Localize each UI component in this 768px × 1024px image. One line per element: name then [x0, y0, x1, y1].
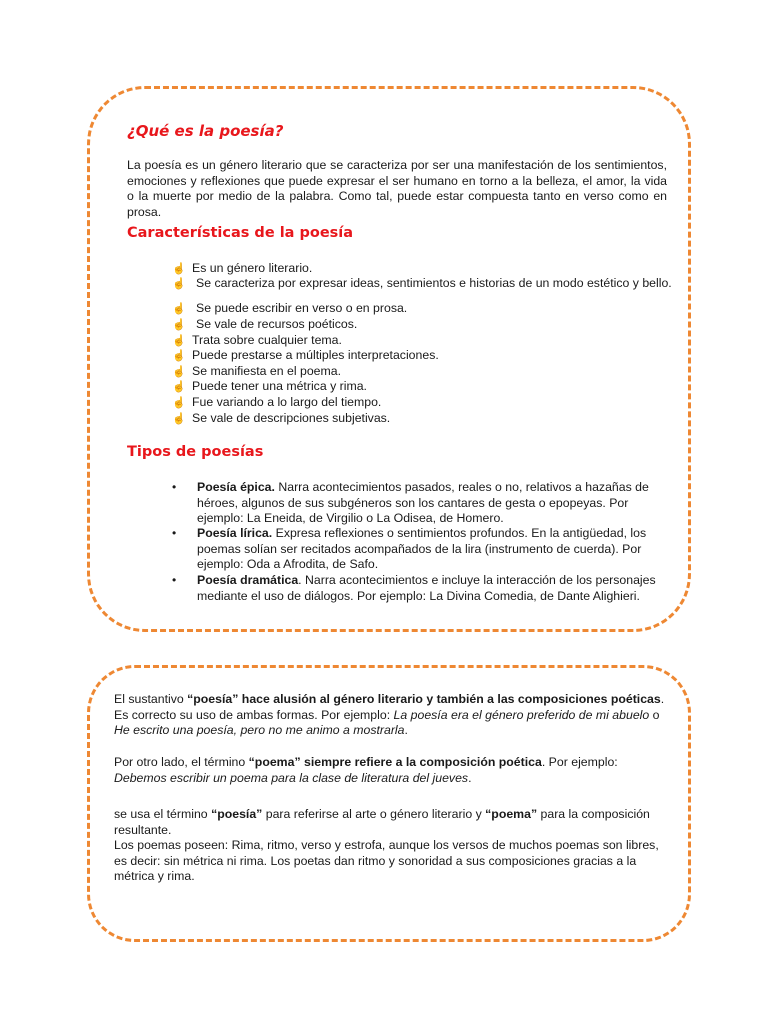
paragraph-poema-usage: Por otro lado, el término “poema” siempre refiere a la composición poética. Por ejemplo: Debemos escribir un poema para la clase de literatura del jueves. — [114, 755, 618, 785]
hand-pointing-icon: ☝ — [172, 366, 186, 378]
list-item: Poesía épica. Narra acontecimientos pasados, reales o no, relativos a hazañas de héroes, algunos de sus subgéneros son los cantares de gesta o epopeyas. Por ejemplo: La Eneida, de Virgilio o La Odisea, de Homero. — [197, 480, 649, 525]
hand-pointing-icon: ☝ — [172, 350, 186, 362]
list-item: ☝ Es un género literario. — [172, 261, 312, 278]
list-item: Poesía dramática. Narra acontecimientos e incluye la interacción de los personajes mediante el uso de diálogos. Por ejemplo: La Divina Comedia, de Dante Alighieri. — [197, 573, 656, 603]
heading-que-es-poesia: ¿Qué es la poesía? — [127, 122, 284, 140]
list-item: ☝ Se puede escribir en verso o en prosa. — [172, 301, 407, 318]
paragraph-terms-summary: se usa el término “poesía” para referirse al arte o género literario y “poema” para la composición resultante. — [114, 807, 650, 837]
bullet-dot: • — [172, 526, 177, 540]
hand-pointing-icon: ☝ — [172, 413, 186, 425]
list-item: Poesía lírica. Expresa reflexiones o sentimientos profundos. En la antigüedad, los poemas solían ser recitados acompañados de la lira (instrumento de cuerda). Por ejemplo: Oda a Afrodita, de Safo. — [197, 526, 647, 571]
list-item: ☝ Se manifiesta en el poema. — [172, 364, 341, 381]
list-item: ☝ Se vale de recursos poéticos. — [172, 317, 357, 334]
hand-pointing-icon: ☝ — [172, 381, 186, 393]
paragraph-poem-elements: Los poemas poseen: Rima, ritmo, verso y estrofa, aunque los versos de muchos poemas son libres, es decir: sin métrica ni rima. Los poetas dan ritmo y sonoridad a sus composiciones gracias a la métrica y rima. — [114, 838, 659, 883]
list-item: ☝ Se caracteriza por expresar ideas, sentimientos e historias de un modo estético y bello. — [172, 276, 672, 293]
list-item: ☝ Fue variando a lo largo del tiempo. — [172, 395, 381, 412]
list-item: ☝ Puede prestarse a múltiples interpretaciones. — [172, 348, 439, 365]
bullet-dot: • — [172, 480, 177, 494]
heading-caracteristicas: Características de la poesía — [127, 225, 354, 241]
hand-pointing-icon: ☝ — [172, 303, 186, 315]
list-item: ☝ Se vale de descripciones subjetivas. — [172, 411, 390, 428]
hand-pointing-icon: ☝ — [172, 397, 186, 409]
hand-pointing-icon: ☝ — [172, 335, 186, 347]
hand-pointing-icon: ☝ — [172, 278, 186, 290]
list-item: ☝ Puede tener una métrica y rima. — [172, 379, 367, 396]
hand-pointing-icon: ☝ — [172, 319, 186, 331]
bullet-dot: • — [172, 573, 177, 587]
intro-paragraph: La poesía es un género literario que se caracteriza por ser una manifestación de los sentimientos, emociones y reflexiones que puede expresar el ser humano en torno a la belleza, el amor, la vida o la muerte por medio de la palabra. Como tal, puede estar compuesta tanto en verso como en prosa. — [127, 158, 667, 219]
paragraph-poesia-usage: El sustantivo “poesía” hace alusión al género literario y también a las composiciones poéticas. Es correcto su uso de ambas formas. Por ejemplo: La poesía era el género preferido de mi abuelo o He escrito una poesía, pero no me animo a mostrarla. — [114, 692, 665, 737]
heading-tipos-poesias: Tipos de poesías — [127, 444, 264, 460]
list-item: ☝ Trata sobre cualquier tema. — [172, 333, 342, 350]
hand-pointing-icon: ☝ — [172, 263, 186, 275]
